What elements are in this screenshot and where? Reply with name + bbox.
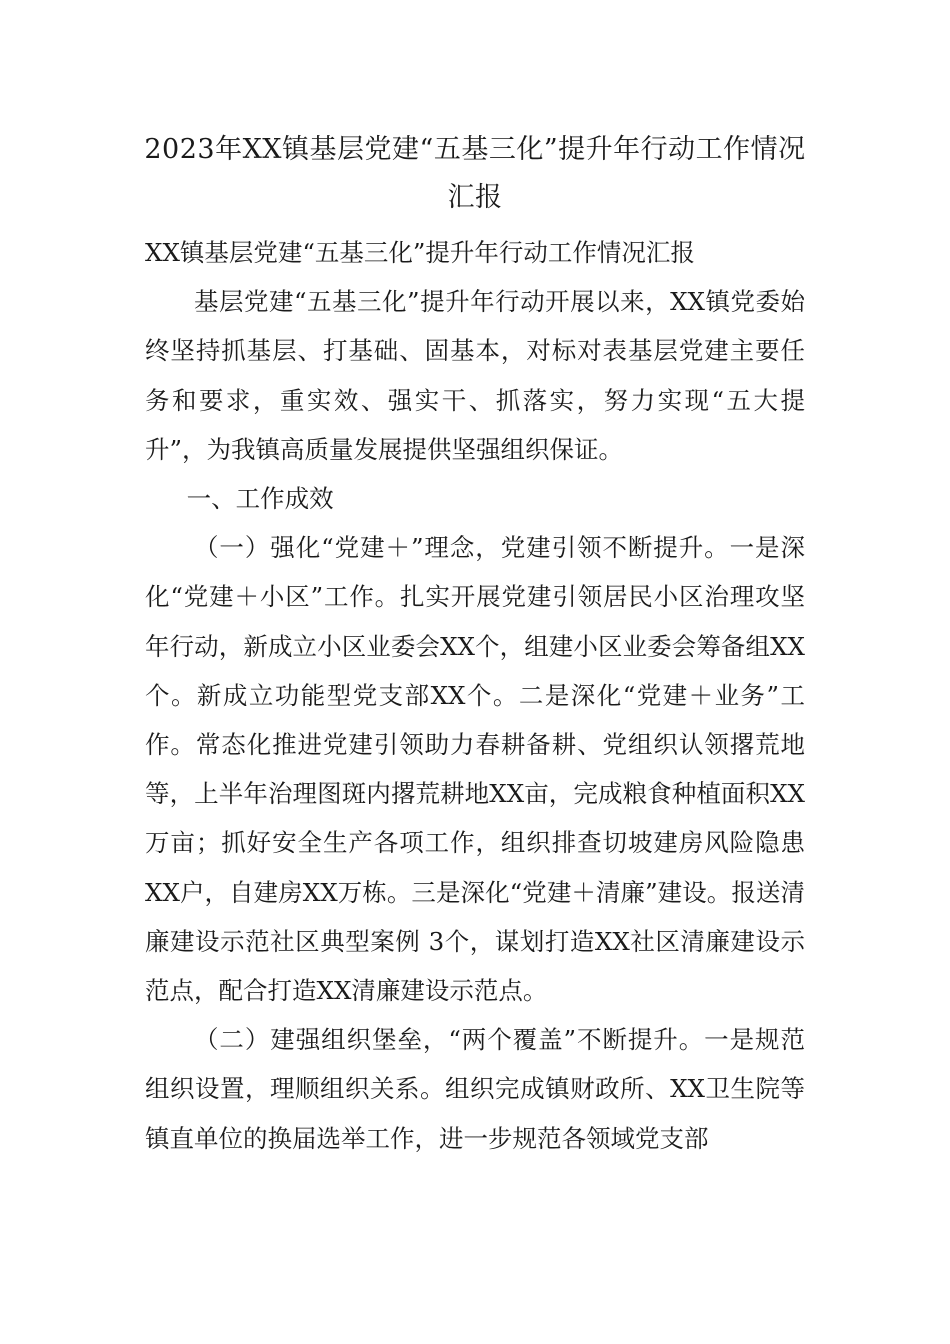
intro-paragraph: 基层党建“五基三化”提升年行动开展以来，XX镇党委始终坚持抓基层、打基础、固基本，对标对表基层党建主要任务和要求，重实效、强实干、抓落实，努力实现“五大提升”，为我镇高质量发展提供坚强组织保证。 [145, 287, 805, 464]
section-heading-achievements: 一、工作成效 [186, 484, 334, 514]
document-subtitle: XX镇基层党建“五基三化”提升年行动工作情况汇报 [145, 238, 695, 267]
document-title: 2023年XX镇基层党建“五基三化”提升年行动工作情况汇报 [144, 134, 806, 213]
document-body [145, 228, 805, 1163]
paragraph-party-building-plus: （一）强化“党建＋”理念，党建引领不断提升。一是深化“党建＋小区”工作。扎实开展党建引领居民小区治理攻坚年行动，新成立小区业委会XX个，组建小区业委会筹备组XX个。新成立功能型党支部XX个。二是深化“党建＋业务”工作。常态化推进党建引领助力春耕备耕、党组织认领撂荒地等，上半年治理图斑内撂荒耕地XX亩，完成粮食种植面积XX万亩；抓好安全生产各项工作，组织排查切坡建房风险隐患XX户，自建房XX万栋。三是深化“党建＋清廉”建设。报送清廉建设示范社区典型案例 3个，谋划打造XX社区清廉建设示范点，配合打造XX清廉建设示范点。 [145, 533, 805, 1006]
paragraph-organization-strengthening: （二）建强组织堡垒，“两个覆盖”不断提升。一是规范组织设置，理顺组织关系。组织完成镇财政所、XX卫生院等镇直单位的换届选举工作，进一步规范各领域党支部 [145, 1025, 805, 1153]
